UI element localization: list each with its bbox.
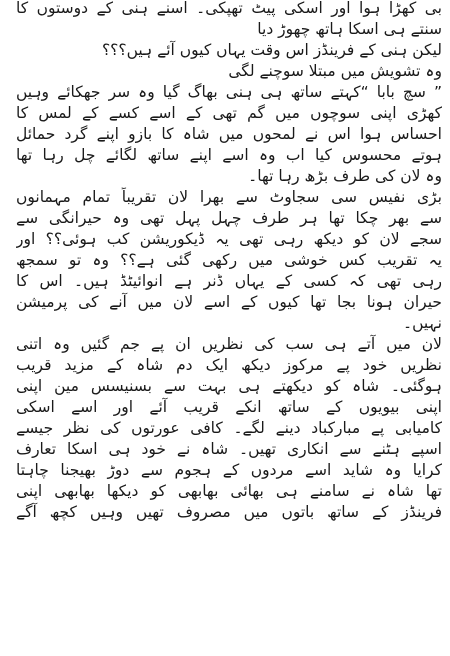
text-line-8: ہوتے محسوس کیا اب وہ اسے اپنے ساتھ لگائے چل رہا تھا [16,146,442,164]
text-line-9: وہ لان کی طرف بڑھ رہا تھا۔ [248,167,442,185]
text-line-13: یہ تقریب کس خوشی میں رکھی گئی ہے؟؟ وہ تو سمجھ [16,251,442,269]
text-line-20: اپنی بیویوں کے ساتھ انکے قریب آئے اور اسے اسکی [16,398,442,416]
text-line-22: اسپے ہٹنے سے انکاری تھیں۔ شاہ نے خود ہی اسکا تعارف [16,440,442,458]
text-line-6: کھڑی اپنی سوچوں میں گم تھی کے اسے کسے کے لمس کا [16,104,442,122]
text-line-12: سجے لان کو دیکھ رہی تھی یہ ڈیکوریشن کب ہوئی؟؟ اور [16,230,442,248]
text-line-24: تھا شاہ نے سامنے ہی بھائی بھابھی کو دیکھا بھابھی اپنی [16,482,442,500]
text-line-15: حیران ہونا بجا تھا کیوں کے اسے لان میں آنے کی پرمیشن [16,293,442,311]
text-line-1: بی کھڑا ہوا اور اسکی پیٹ تھپکی۔ اسنے ہنی کے دوستوں کا [16,0,442,17]
text-line-5: ” سچ بابا “کہتے ساتھ ہی ہنی بھاگ گیا وہ سر جھکائے وہیں [16,83,442,101]
text-line-3: لیکن ہنی کے فرینڈز اس وقت یہاں کیوں آئے ہیں؟؟؟ [101,41,442,59]
text-line-18: نظریں خود پے مرکوز دیکھ ایک دم شاہ کے مزید قریب [16,356,442,374]
text-line-23: کرایا وہ شاید اسے مردوں کے ہجوم سے دوڑ بھیجنا چاہتا [16,461,442,479]
text-line-17: لان میں آتے ہی سب کی نظریں ان پے جم گئیں وہ اتنی [16,335,442,353]
text-line-2: سنتے ہی اسکا ہاتھ چھوڑ دیا [257,20,442,38]
text-line-19: ہوگئی۔ شاہ کو دیکھتے ہی بہت سے بسنیسس مین اپنی [16,377,442,395]
text-line-4: وہ تشویش میں مبتلا سوچنے لگی [228,62,442,80]
text-line-14: رہی تھی کہ کسی کے یہاں ڈنر ہے انوائیٹڈ ہیں۔ اس کا [16,272,442,290]
text-line-10: بڑی نفیس سی سجاوٹ سے بھرا لان تقریباً تمام مہمانوں [16,188,442,206]
text-line-7: احساس ہوا اس نے لمحوں میں شاہ کا بازو اپنے گرد حمائل [16,125,442,143]
text-line-16: نہیں۔ [403,314,442,332]
text-line-25: فرینڈز کے ساتھ باتوں میں مصروف تھیں وہیں کچھ آگے [16,503,442,521]
text-line-11: سے بھر چکا تھا ہر طرف چہل پہل تھی وہ حیرانگی سے [16,209,442,227]
text-line-21: کامیابی پے مبارکباد دینے لگے۔ کافی عورتوں کی نظر جیسے [16,419,442,437]
